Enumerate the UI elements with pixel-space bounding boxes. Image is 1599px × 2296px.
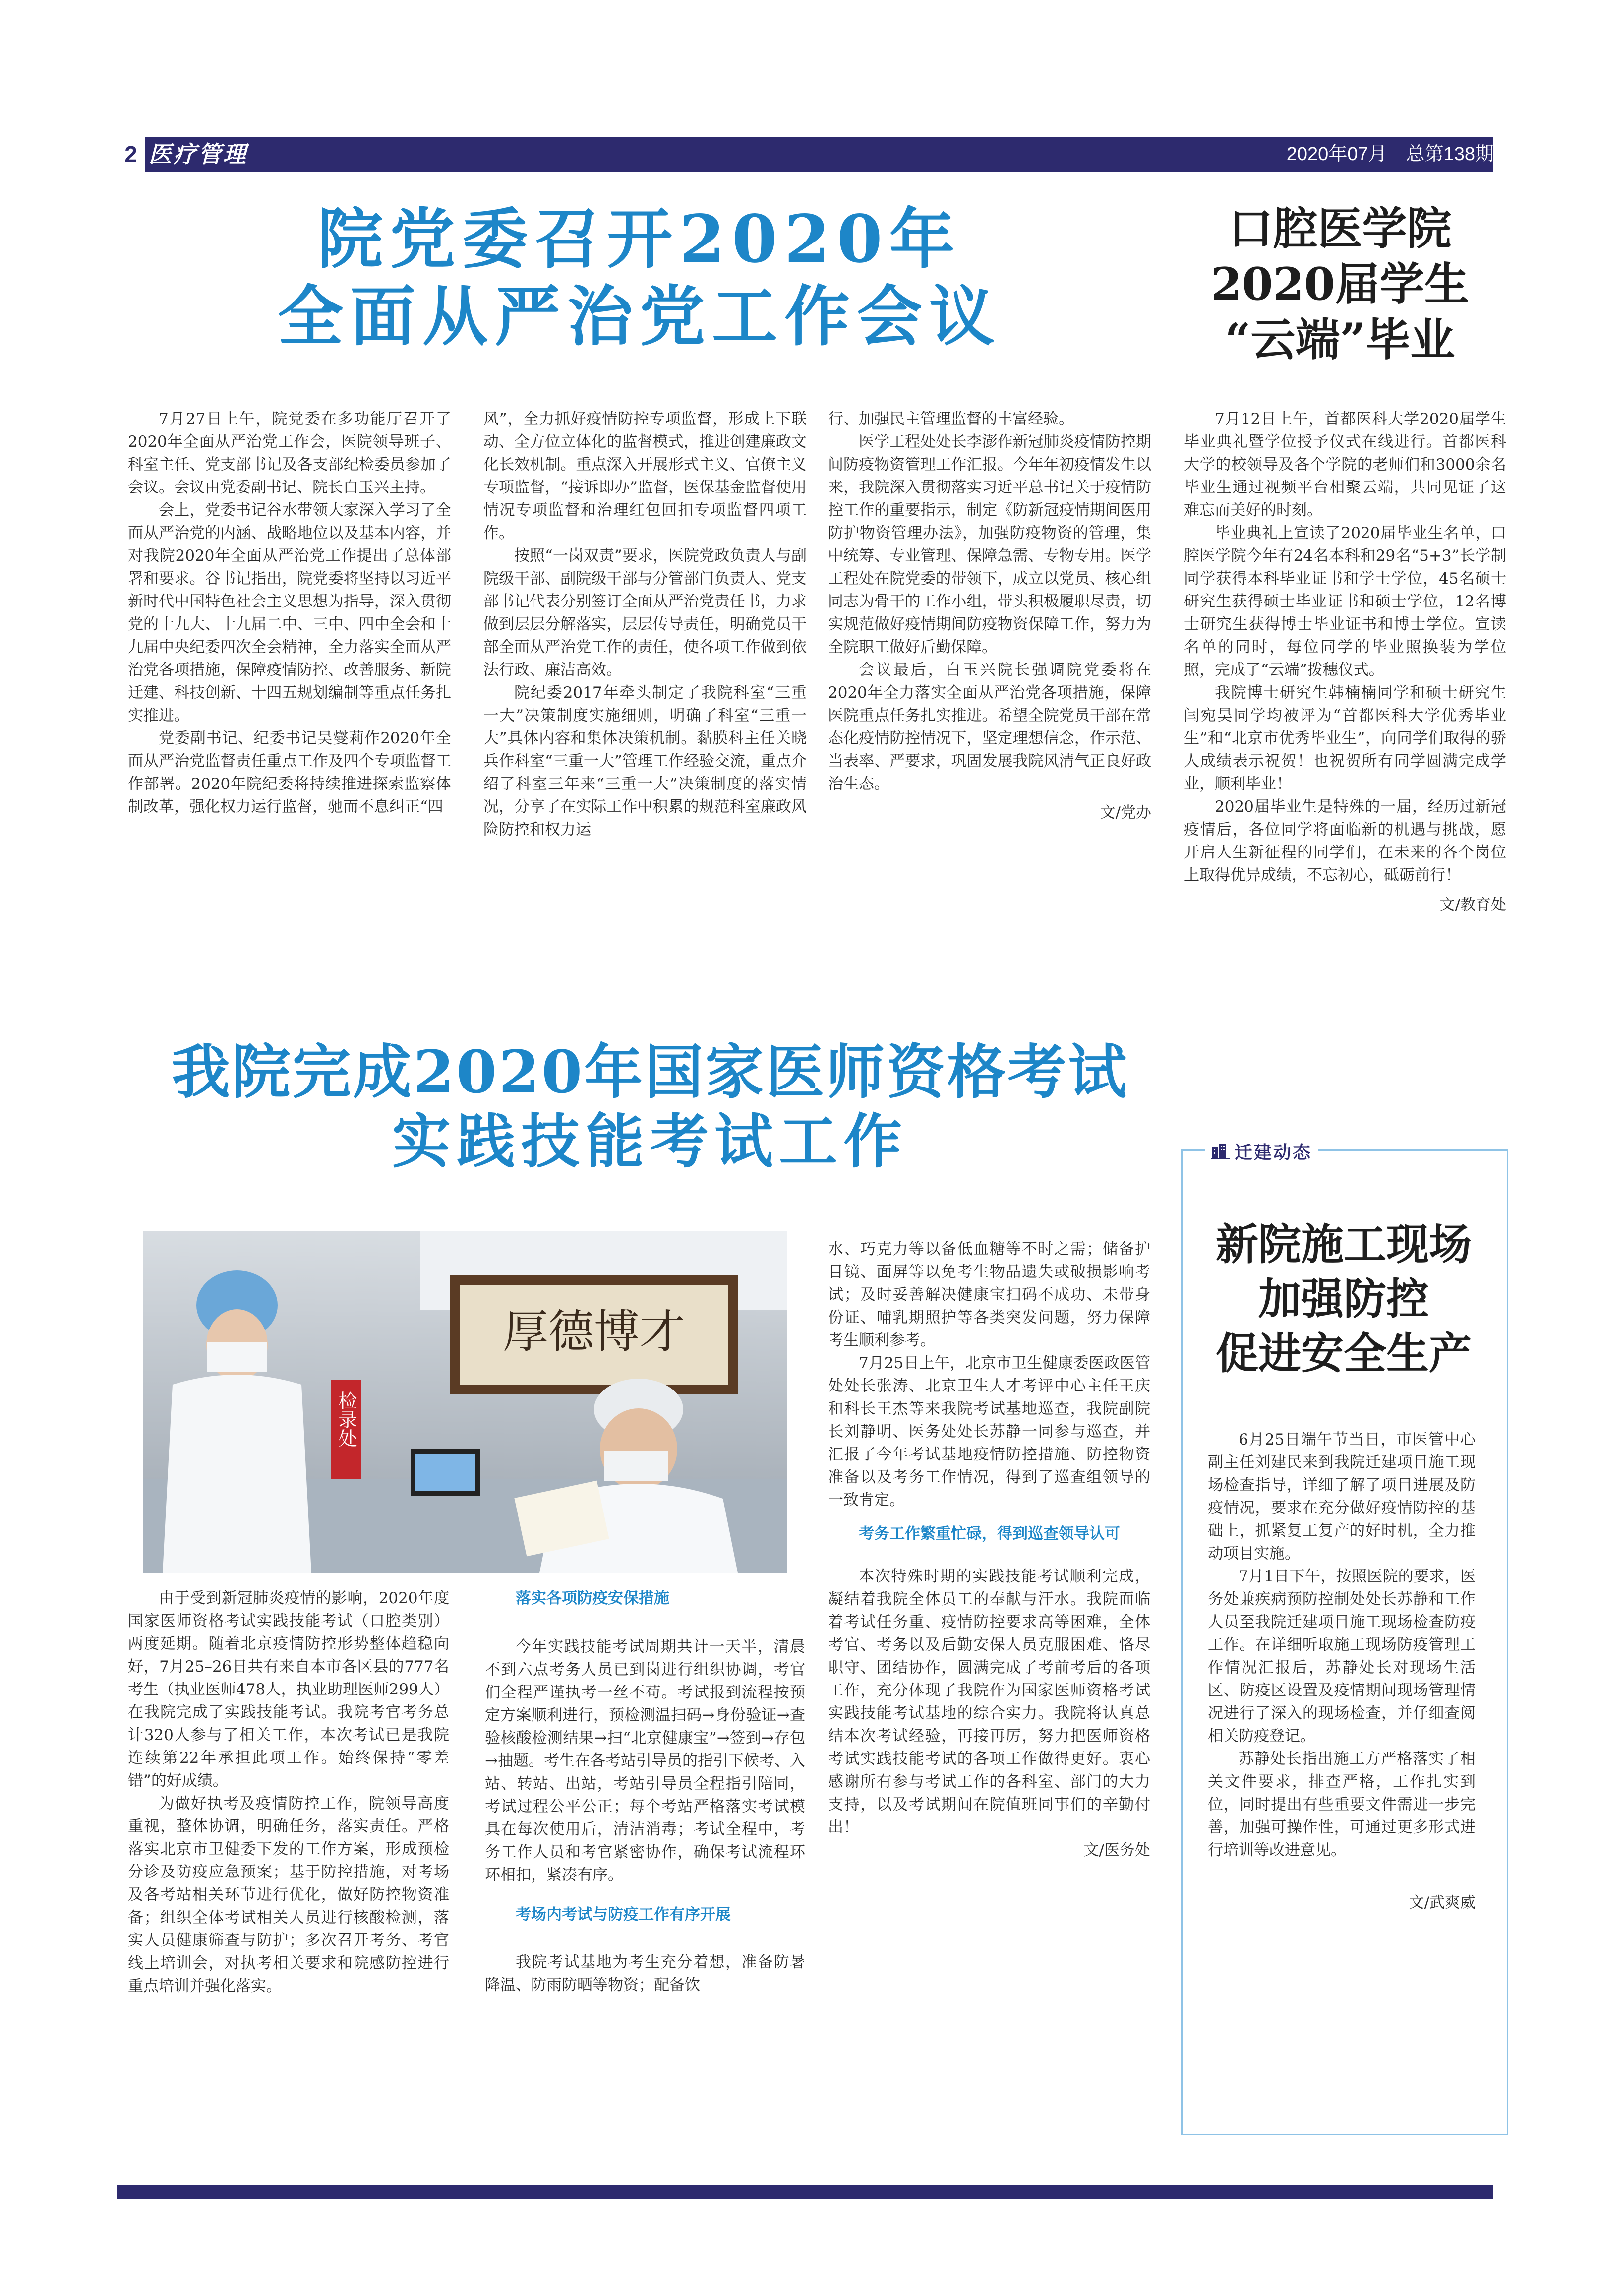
article1-title-line1: 院党委召开2020年 [317, 201, 962, 278]
paragraph: 毕业典礼上宣读了2020届毕业生名单，口腔医学院今年有24名本科和29名“5+3”长学制同学获得本科毕业证书和学士学位，45名硕士研究生获得硕士毕业证书和硕士学位，12名博士研究生获得博士毕业证书和博士学位。宣读名单的同时，每位同学的毕业照换装为学位照，完成了“云端”拨穗仪式。 [1184, 524, 1506, 679]
article3-signature: 文/医务处 [1083, 1841, 1150, 1859]
article1-col3 [828, 408, 1151, 824]
article3-col3 [828, 1238, 1150, 1862]
article3-title-line1: 我院完成2020年国家医师资格考试 [171, 1037, 1129, 1106]
exam-photo-illustration [143, 1231, 787, 1573]
paragraph: 我院考试基地为考生充分着想，准备防暑降温、防雨防晒等物资；配备饮 [485, 1953, 805, 1994]
column-label-text: 迁建动态 [1235, 1142, 1312, 1162]
article3-title-line2: 实践技能考试工作 [392, 1107, 908, 1176]
paragraph: 院纪委2017年牵头制定了我院科室“三重一大”决策制度实施细则，明确了科室“三重一大”具体内容和集体决策机制。黏膜科主任关晓兵作科室“三重一大”管理工作经验交流，重点介绍了科室三年来“三重一大”决策制度的落实情况，分享了在实际工作中积累的规范科室廉政风险防控和权力运 [483, 684, 807, 839]
page-number: 2 [117, 137, 145, 172]
article3-col1 [128, 1587, 449, 1997]
paragraph: 会上，党委书记谷水带领大家深入学习了全面从严治党的内涵、战略地位以及基本内容，并对我院2020年全面从严治党工作提出了总体部署和要求。谷书记指出，院党委将坚持以习近平新时代中国特色社会主义思想为指导，深入贯彻党的十九大、十九届二中、三中、四中全会和十九届中央纪委四次全会精神，全力落实全面从严治党各项措施，保障疫情防控、改善服务、新院迁建、科技创新、十四五规划编制等重点任务扎实推进。 [128, 501, 451, 725]
paragraph: 水、巧克力等以备低血糖等不时之需；储备护目镜、面屏等以免考生物品遗失或破损影响考试；及时妥善解决健康宝扫码不成功、未带身份证、哺乳期照护等各类突发问题，努力保障考生顺利参考。 [828, 1240, 1150, 1349]
article2-signature: 文/教育处 [1439, 896, 1506, 914]
paragraph: 今年实践技能考试周期共计一天半，清晨不到六点考务人员已到岗进行组织协调，考官们全程严谨执考一丝不苟。考试报到流程按预定方案顺利进行，预检测温扫码→身份验证→查验核酸检测结果→扫“北京健康宝”→签到→存包→抽题。考生在各考站引导员的指引下候考、入站、转站、出站，考站引导员全程指引陪同，考试过程公平公正；每个考站严格落实考试模具在每次使用后，清洁消毒；考试全程中，考务工作人员和考官紧密协作，确保考试流程环环相扣，紧凑有序。 [485, 1638, 805, 1884]
paragraph: 2020届毕业生是特殊的一届，经历过新冠疫情后，各位同学将面临新的机遇与挑战，愿开启人生新征程的同学们，在未来的各个岗位上取得优异成绩，不忘初心，砥砺前行！ [1184, 798, 1506, 884]
article2-title-line2: 2020届学生 [1211, 258, 1469, 310]
paragraph: 行、加强民主管理监督的丰富经验。 [828, 410, 1074, 428]
issue-date: 2020年07月 总第138期 [1286, 144, 1494, 165]
building-icon [1211, 1143, 1230, 1159]
footer-bar [117, 2185, 1493, 2199]
paragraph: 7月25日上午，北京市卫生健康委医政医管处处长张涛、北京卫生人才考评中心主任王庆和科长王杰等来我院考试基地巡查，我院副院长刘静明、医务处处长苏静一同参与巡查，并汇报了今年考试基地疫情防控措施、防控物资准备以及考务工作情况，得到了巡查组领导的一致肯定。 [828, 1354, 1150, 1509]
paragraph: 7月12日上午，首都医科大学2020届学生毕业典礼暨学位授予仪式在线进行。首都医科大学的校领导及各个学院的老师们和3000余名毕业生通过视频平台相聚云端，共同见证了这难忘而美好的时刻。 [1184, 410, 1506, 519]
paragraph: 7月27日上午，院党委在多功能厅召开了2020年全面从严治党工作会，医院领导班子、科室主任、党支部书记及各支部纪检委员参加了会议。会议由党委副书记、院长白玉兴主持。 [128, 410, 451, 496]
checkin-banner-text: 检录处 [335, 1391, 357, 1448]
article4-signature: 文/武爽威 [1409, 1894, 1476, 1912]
article3-title [117, 1037, 1183, 1176]
paragraph: 会议最后，白玉兴院长强调院党委将在2020年全力落实全面从严治党各项措施，保障医院重点任务扎实推进。希望全院党员干部在常态化疫情防控情况下，坚定理想信念，作示范、当表率、严要求，巩固发展我院风清气正良好政治生态。 [828, 661, 1151, 793]
article1-title [164, 201, 1116, 356]
article3-col2 [485, 1587, 805, 1996]
article2-title-line3: “云端”毕业 [1225, 313, 1455, 366]
paragraph: 由于受到新冠肺炎疫情的影响，2020年度国家医师资格考试实践技能考试（口腔类别）两度延期。随着北京疫情防控形势整体趋稳向好，7月25–26日共有来自本市各区县的777名考生（执业医师478人，执业助理医师299人）在我院完成了实践技能考试。我院考官考务总计320人参与了相关工作，本次考试已是我院连续第22年承担此项工作。始终保持“零差错”的好成绩。 [128, 1589, 449, 1790]
paragraph: 为做好执考及疫情防控工作，院领导高度重视，整体协调，明确任务，落实责任。严格落实北京市卫健委下发的工作方案，形成预检分诊及防疫应急预案；基于防控措施，对考场及各考站相关环节进行优化，做好防控物资准备；组织全体考试相关人员进行核酸检测，落实人员健康筛查与防护；多次召开考务、考官线上培训会，对执考相关要求和院感防控进行重点培训并强化落实。 [128, 1795, 449, 1995]
calligraphy-sign: 厚德博才 [502, 1305, 686, 1358]
article4-title-line2: 加强防控 [1258, 1274, 1429, 1324]
paragraph: 党委副书记、纪委书记吴燮莉作2020年全面从严治党监督责任重点工作及四个专项监督工作部署。2020年院纪委将持续推进探索监察体制改革，强化权力运行监督，驰而不息纠正“四 [128, 729, 451, 816]
article2-title [1180, 201, 1500, 367]
article4-title-line1: 新院施工现场 [1216, 1219, 1472, 1269]
subheading-security: 落实各项防疫安保措施 [516, 1589, 669, 1607]
section-title: 医疗管理 [149, 141, 248, 168]
paragraph: 医学工程处处长李澎作新冠肺炎疫情防控期间防疫物资管理工作汇报。今年年初疫情发生以来，我院深入贯彻落实习近平总书记关于疫情防控工作的重要指示，制定《防新冠疫情期间医用防护物资管理办法》，加强防疫物资的管理，集中统筹、专业管理、保障急需、专物专用。医学工程处在院党委的带领下，成立以党员、核心组同志为骨干的工作小组，带头积极履职尽责，切实规范做好疫情期间防疫物资保障工作，努力为全院职工做好后勤保障。 [828, 433, 1151, 656]
article1-signature: 文/党办 [1100, 804, 1151, 822]
article4-body [1208, 1428, 1476, 1914]
article4-title-line3: 促进安全生产 [1216, 1329, 1472, 1379]
article2-title-line1: 口腔医学院 [1228, 202, 1452, 255]
column-label [1205, 1139, 1318, 1163]
paragraph: 苏静处长指出施工方严格落实了相关文件要求，排查严格，工作扎实到位，同时提出有些重要文件需进一步完善，加强可操作性，可通过更多形式进行培训等改进意见。 [1208, 1750, 1476, 1859]
paragraph: 6月25日端午节当日，市医管中心副主任刘建民来到我院迁建项目施工现场检查指导，详细了解了项目进展及防疫情况，要求在充分做好疫情防控的基础上，抓紧复工复产的好时机，全力推动项目实施。 [1208, 1431, 1476, 1563]
subheading-exam-affairs: 考务工作繁重忙碌，得到巡查领导认可 [859, 1525, 1120, 1542]
article1-title-line2: 全面从严治党工作会议 [278, 278, 1002, 355]
paragraph: 7月1日下午，按照医院的要求，医务处兼疾病预防控制处处长苏静和工作人员至我院迁建项目施工现场检查防疫工作。在详细听取施工现场防疫管理工作情况汇报后，苏静处长对现场生活区、防疫区设置及疫情期间现场管理情况进行了深入的现场检查，并仔细查阅相关防疫登记。 [1208, 1568, 1476, 1745]
paragraph: 风”，全力抓好疫情防控专项监督，形成上下联动、全方位立体化的监督模式，推进创建廉政文化长效机制。重点深入开展形式主义、官僚主义专项监督，“接诉即办”监督，医保基金监督使用情况专项监督和治理红包回扣专项监督四项工作。 [483, 410, 807, 542]
paragraph: 本次特殊时期的实践技能考试顺利完成，凝结着我院全体员工的奉献与汗水。我院面临着考试任务重、疫情防控要求高等困难，全体考官、考务以及后勤安保人员克服困难、恪尽职守、团结协作，圆满完成了考前考后的各项工作，充分体现了我院作为国家医师资格考试实践技能考试基地的综合实力。我院将认真总结本次考试经验，再接再厉，努力把医师资格考试实践技能考试的各项工作做得更好。衷心感谢所有参与考试工作的各科室、部门的大力支持，以及考试期间在院值班同事们的辛勤付出！ [828, 1568, 1150, 1836]
subheading-exam-order: 考场内考试与防疫工作有序开展 [516, 1906, 731, 1923]
article2-body [1184, 408, 1506, 916]
exam-photo [143, 1231, 787, 1573]
article4-title [1185, 1217, 1502, 1381]
paragraph: 我院博士研究生韩楠楠同学和硕士研究生闫宛昊同学均被评为“首都医科大学优秀毕业生”和“北京市优秀毕业生”，向同学们取得的骄人成绩表示祝贺！也祝贺所有同学圆满完成学业，顺利毕业！ [1184, 684, 1506, 793]
paragraph: 按照“一岗双责”要求，医院党政负责人与副院级干部、副院级干部与分管部门负责人、党支部书记代表分别签订全面从严治党责任书，力求做到层层分解落实，层层传导责任，明确党员干部全面从严治党工作的责任，使各项工作做到依法行政、廉洁高效。 [483, 547, 807, 679]
article1-col1 [128, 408, 451, 818]
article1-col2 [483, 408, 807, 841]
